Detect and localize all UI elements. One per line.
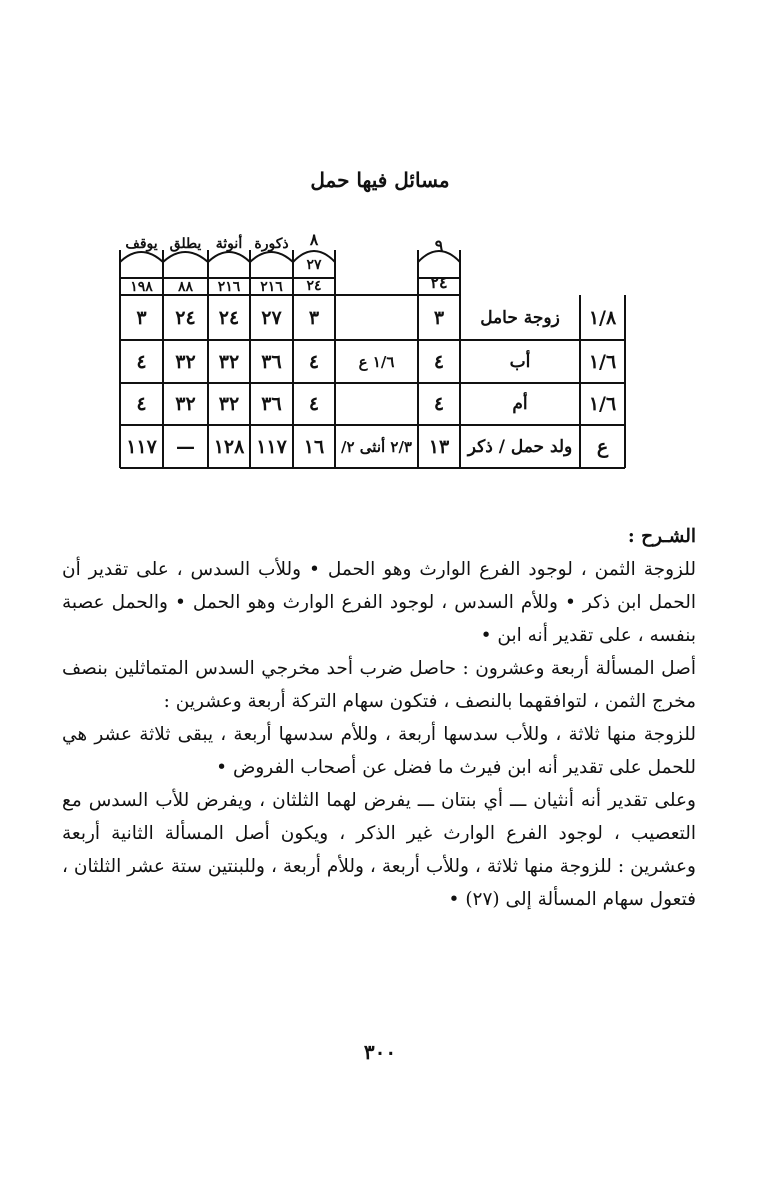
- base-c1: ٢٤: [430, 273, 448, 292]
- cell-r1-c5: ٢٧: [261, 306, 282, 329]
- header-c8: يوقف: [125, 236, 158, 252]
- cell-r1-c1: ٣: [433, 306, 445, 329]
- inheritance-table: [0, 0, 760, 500]
- sharh-label: الشـرح :: [627, 526, 696, 547]
- explanation: [62, 520, 696, 916]
- cell-r3-c7: ٣٢: [175, 393, 196, 415]
- cell-r4-c8: ١١٧: [126, 435, 157, 458]
- base-c4-bottom: ٢٤: [306, 277, 322, 294]
- cell-r4-heir: ولد حمل / ذكر: [467, 436, 573, 457]
- cell-r3-c2: [335, 383, 418, 425]
- cell-r4-c4: ١٦: [303, 435, 325, 458]
- cell-r1-c7: ٢٤: [175, 306, 196, 329]
- cell-r1-c4: ٣: [308, 306, 320, 329]
- base-c7: ٨٨: [177, 278, 194, 295]
- base-c6: ٢١٦: [217, 278, 241, 295]
- cell-r2-c7: ٣٢: [175, 350, 196, 373]
- cell-r3-c6: ٣٢: [218, 393, 240, 415]
- cell-r4-c5: ١١٧: [256, 435, 287, 458]
- paragraph-2: أصل المسألة أربعة وعشرون : حاصل ضرب أحد مخرجي السدس المتماثلين بنصف مخرج الثمن ، لتوافقهما بالنصف ، فتكون سهام التركة أربعة وعشرين :: [62, 658, 696, 712]
- cell-r2-c1: ٤: [433, 350, 445, 373]
- cell-r3-c8: ٤: [136, 393, 147, 415]
- cell-r4-c2: ٢/٣ أنثى ٢/: [341, 437, 412, 456]
- cell-r2-c6: ٣٢: [218, 350, 240, 373]
- header-c6: أنوثة: [215, 236, 243, 252]
- header-c7: يطلق: [169, 236, 202, 252]
- cell-r1-c2: [335, 295, 418, 340]
- cell-r4-c6: ١٢٨: [213, 435, 245, 458]
- cell-r4-frac: ع: [596, 435, 609, 458]
- cell-r3-frac: ١/٦: [588, 393, 617, 415]
- cell-r1-heir: زوجة حامل: [480, 307, 560, 328]
- page-title: مسائل فيها حمل: [310, 168, 450, 192]
- cell-r3-c5: ٣٦: [261, 393, 282, 415]
- cell-r1-frac: ١/٨: [588, 306, 617, 329]
- cell-r3-c4: ٤: [308, 393, 320, 415]
- cell-r2-c2: ١/٦ ع: [358, 352, 395, 371]
- cell-r2-c5: ٣٦: [261, 350, 282, 373]
- cell-r2-heir: أب: [509, 351, 531, 372]
- cell-r3-c1: ٤: [433, 393, 445, 415]
- header-c5: ذكورة: [254, 236, 289, 252]
- base-c4-top: ٢٧: [306, 257, 322, 273]
- header-c4: ٨: [309, 230, 319, 249]
- base-c8: ١٩٨: [130, 278, 153, 295]
- cell-r3-heir: أم: [512, 394, 528, 414]
- cell-r4-c1: ١٣: [428, 435, 450, 458]
- cell-r2-c4: ٤: [308, 350, 320, 373]
- base-c5: ٢١٦: [260, 278, 283, 295]
- cell-r2-frac: ١/٦: [588, 350, 617, 373]
- paragraph-4: وعلى تقدير أنه أنثيان ـــ أي بنتان ـــ يفرض لهما الثلثان ، ويفرض للأب السدس مع التعصيب ، لوجود الفرع الوارث غير الذكر ، ويكون أصل المسألة الثانية أربعة وعشرين : للزوجة منها ثلاثة ، وللأب أربعة ، وللأم أربعة ، وللبنتين ستة عشر الثلثان ، فتعول سهام المسألة إلى (٢٧) •: [62, 790, 696, 910]
- cell-r1-c8: ٣: [136, 306, 147, 329]
- page-number: ٣٠٠: [363, 1040, 397, 1064]
- paragraph-3: للزوجة منها ثلاثة ، وللأب سدسها أربعة ، وللأم سدسها أربعة ، يبقى ثلاثة عشر هي للحمل على تقدير أنه ابن فيرث ما فضل عن أصحاب الفروض •: [62, 724, 696, 778]
- cell-r1-c6: ٢٤: [218, 306, 240, 329]
- cell-r2-c8: ٤: [136, 350, 147, 373]
- header-c1: ٩: [434, 236, 444, 255]
- paragraph-1: للزوجة الثمن ، لوجود الفرع الوارث وهو الحمل • وللأب السدس ، على تقدير أن الحمل ابن ذكر • وللأم السدس ، لوجود الفرع الوارث وهو الحمل • والحمل عصبة بنفسه ، على تقدير أنه ابن •: [62, 559, 696, 646]
- cell-r4-c7: —: [176, 435, 195, 458]
